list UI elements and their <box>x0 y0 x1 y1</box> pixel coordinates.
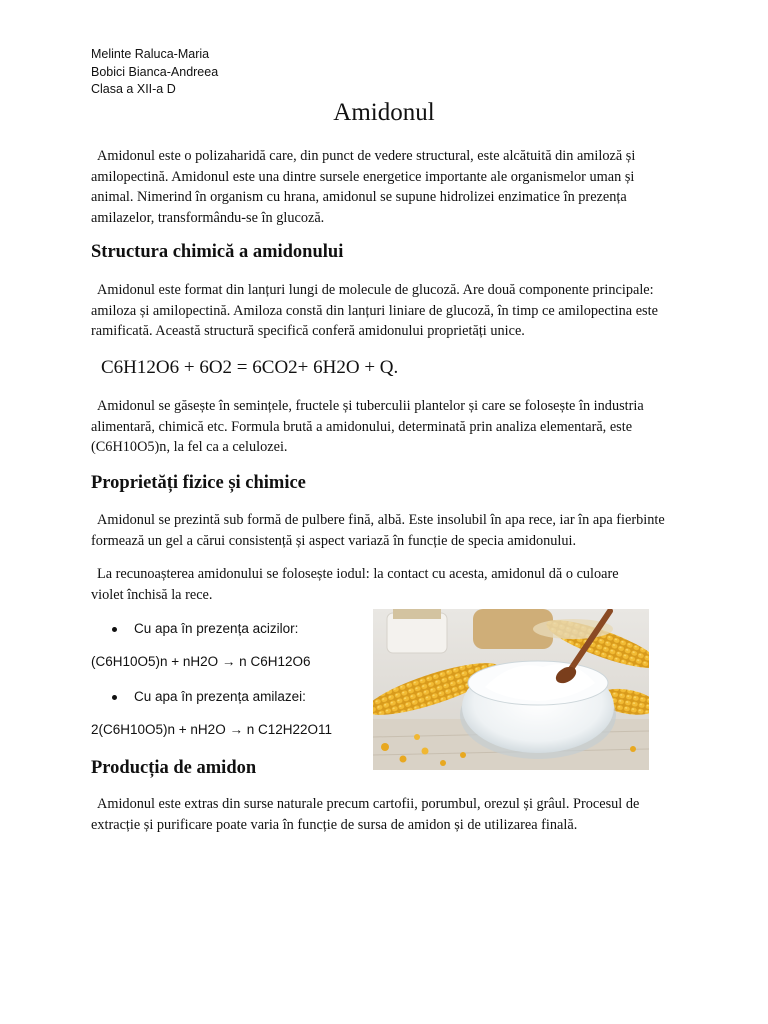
author-name-1: Melinte Raluca-Maria <box>91 47 210 61</box>
production-paragraph: Amidonul este extras din surse naturale precum cartofii, porumbul, orezul și grâul. Procesul de extracție și purificare poate varia în funcție de sursa de amidon și de utilizarea finală. <box>91 796 640 833</box>
bullet-label: Cu apa în prezența amilazei: <box>134 689 306 704</box>
occurrence-paragraph: Amidonul se găsește în semințele, fructele și tuberculii plantelor și care se folosește în industria alimentară, chimică etc. Formula brută a amidonului, determinată prin analiza elementară, este (C6H10O5)n, la fel ca a celulozei. <box>91 398 644 455</box>
intro-paragraph: Amidonul este o polizaharidă care, din punct de vedere structural, este alcătuită din amiloză și amilopectină. Amidonul este una dintre sursele energetice importante ale organismelor uman și animal. Nimerind în organism cu hrana, amidonul se supune hidrolizei enzimatice în prezența amilazelor, transformându-se în glucoză. <box>91 148 636 226</box>
section-heading-production: Producția de amidon <box>91 758 257 778</box>
hydrolysis-formula-amylase: 2(C6H10O5)n + nH2O → n C12H22O11 <box>91 722 332 737</box>
combustion-equation: C6H12O6 + 6O2 = 6CO2+ 6H2O + Q. <box>101 357 399 378</box>
properties-paragraph: Amidonul se prezintă sub formă de pulbere fină, albă. Este insolubil în apa rece, iar în apa fierbinte formează un gel a cărui consistență și aspect variază în funcție de specia amidonului. <box>91 512 665 549</box>
document-title: Amidonul <box>333 99 435 126</box>
section-heading-structure: Structura chimică a amidonului <box>91 242 344 262</box>
corn-starch-bowl-photo <box>373 609 649 770</box>
bullet-label: Cu apa în prezența acizilor: <box>134 621 299 636</box>
author-block <box>91 46 218 99</box>
bullet-dot-icon <box>112 695 117 700</box>
class-label: Clasa a XII-a D <box>91 82 176 96</box>
section-heading-properties: Proprietăți fizice și chimice <box>91 473 306 493</box>
bullet-dot-icon <box>112 627 117 632</box>
author-name-2: Bobici Bianca-Andreea <box>91 64 219 79</box>
structure-paragraph: Amidonul este format din lanțuri lungi de molecule de glucoză. Are două componente principale: amiloza și amilopectină. Amiloza constă din lanțuri liniare de glucoză, în timp ce amilopectina este ramificată. Această structură specifică conferă amidonului proprietăți unice. <box>91 282 658 339</box>
hydrolysis-formula-acid: (C6H10O5)n + nH2O → n C6H12O6 <box>91 654 311 669</box>
iodine-test-paragraph: La recunoașterea amidonului se folosește iodul: la contact cu acesta, amidonul dă o culoare violet închisă la rece. <box>91 566 619 603</box>
